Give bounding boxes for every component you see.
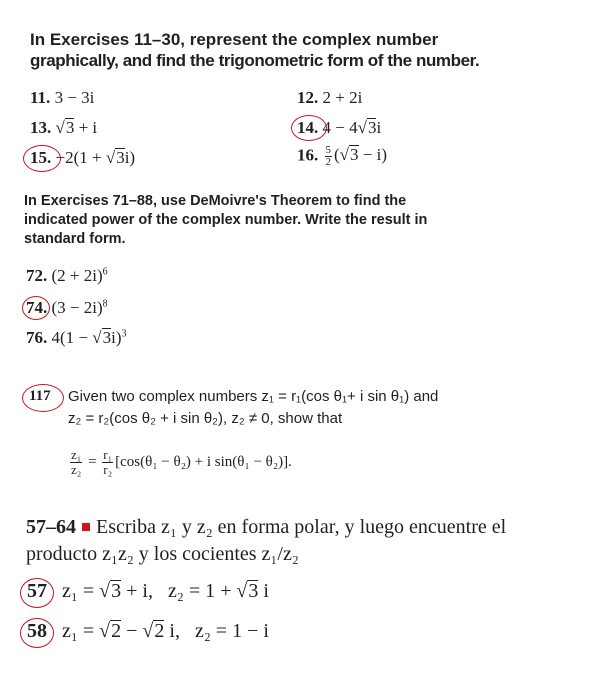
exercise-expression: 4 − 4√3i <box>322 118 382 137</box>
exercise-117-line2: z₂ = r₂(cos θ₂ + i sin θ₂), z₂ ≠ 0, show that <box>68 410 343 427</box>
exercise-117-line1: Given two complex numbers z₁ = r₁(cos θ₁+ i sin θ₁) and <box>68 388 439 405</box>
exercise-number: 13. <box>30 118 52 137</box>
section4-line2: producto z₁z₂ y los cocientes z₁/z₂ <box>26 543 299 565</box>
exercise-z2: z₂ = 1 − i <box>194 620 269 642</box>
exercise-15 <box>30 148 135 168</box>
exercise-57 <box>27 580 269 603</box>
exercise-number: 15. <box>30 148 52 167</box>
exercise-expression: 3 − 3i <box>54 88 95 107</box>
exercise-expression: √3 + i <box>55 118 98 137</box>
exercise-72 <box>26 266 108 286</box>
section1-header-line1: In Exercises 11–30, represent the complex number <box>30 30 439 49</box>
exercise-number: 58 <box>27 620 47 642</box>
exercise-117-number: 117 <box>29 388 51 404</box>
exercise-number: 14. <box>297 118 319 137</box>
fraction-r1-r2: $\frac{\text{r₁}}{\text{r₂}}$ <box>103 447 113 477</box>
exercise-number: 72. <box>26 266 48 285</box>
exercise-117-formula: $\frac{\text{z₁}}{\text{z₂}}$ = $\frac{\text{r₁}}{\text{r₂}}$ [cos(θ₁ − θ₂) + i sin(θ₁ − θ₂)]. <box>71 447 292 477</box>
exercise-z2: z₂ = 1 + √3 i <box>167 580 269 602</box>
exercise-expression: $4(1 - √3i)^3$ <box>51 328 127 347</box>
exercise-expression: 2 + 2i <box>322 88 363 107</box>
section2-header-line2: indicated power of the complex number. Write the result in <box>24 212 428 228</box>
exercise-number: 57 <box>27 580 47 602</box>
section2-header-line1: In Exercises 71–88, use DeMoivre's Theorem to find the <box>24 193 407 209</box>
exercise-12 <box>297 88 362 108</box>
section4-range: 57–64 <box>26 516 76 538</box>
exercise-z1: z₁ = √2 − √2 i, <box>62 620 180 642</box>
exercise-58 <box>27 620 269 643</box>
section1-header-line2: graphically, and find the trigonometric form of the number. <box>30 51 480 70</box>
exercise-number: 76. <box>26 328 48 347</box>
exercise-z1: z₁ = √3 + i, <box>62 580 153 602</box>
bullet-square <box>82 523 90 531</box>
exercise-13 <box>30 118 97 138</box>
exercise-14 <box>297 118 381 138</box>
exercise-number: 74. <box>26 298 48 317</box>
section4-line1: 57–64 Escriba z₁ y z₂ en forma polar, y luego encuentre el <box>26 516 507 538</box>
exercise-expression: $(3 - 2i)^8$ <box>51 298 108 317</box>
exercise-expression: −2(1 + √3i) <box>55 148 136 167</box>
exercise-expression: $\frac{5}{2}$ (√3 − i) <box>325 144 387 168</box>
section2-header-line3: standard form. <box>24 231 126 247</box>
exercise-number: 12. <box>297 88 319 107</box>
exercise-16 <box>297 145 387 168</box>
exercise-11 <box>30 88 94 108</box>
exercise-76 <box>26 328 126 348</box>
exercise-expression: $(2 + 2i)^6$ <box>51 266 108 285</box>
exercise-74 <box>26 298 108 318</box>
exercise-number: 16. <box>297 145 319 165</box>
fraction-z1-z2: $\frac{\text{z₁}}{\text{z₂}}$ <box>71 447 82 477</box>
exercise-number: 11. <box>30 88 51 107</box>
